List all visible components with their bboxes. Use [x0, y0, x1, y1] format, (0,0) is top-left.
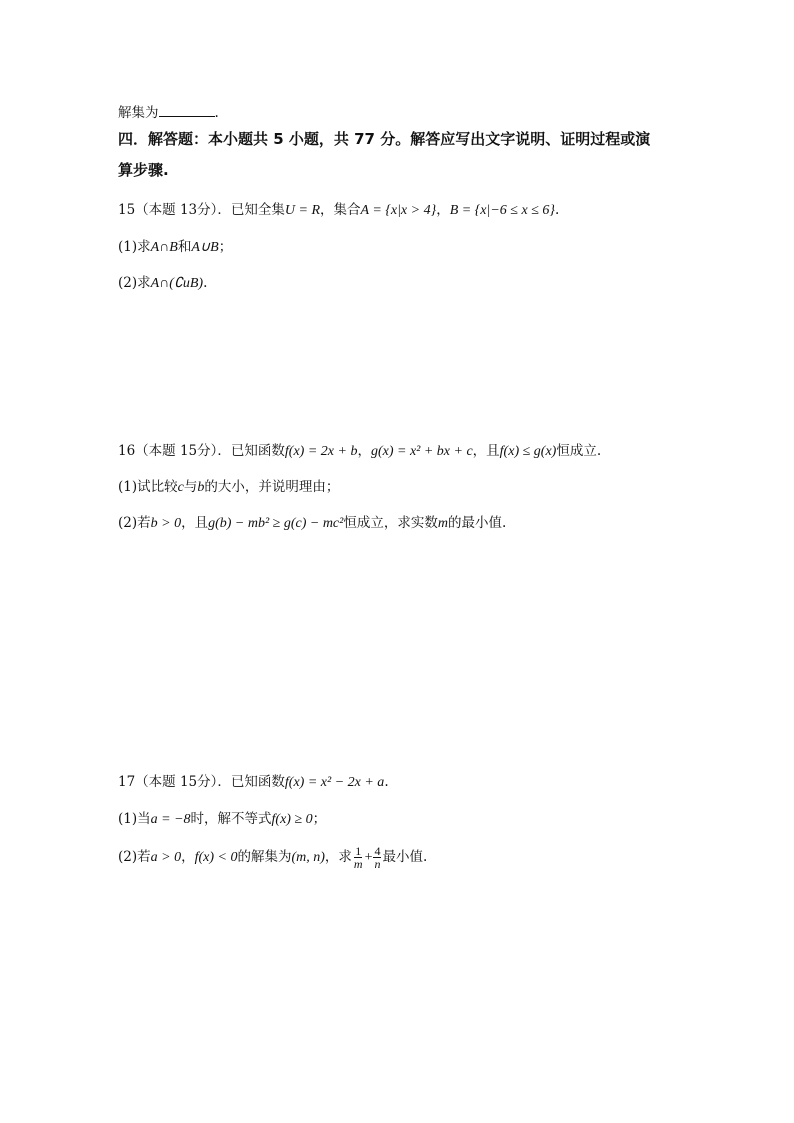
q17-stem-text: 17（本题 15分）．已知函数 [118, 774, 285, 790]
q16-part2-end: 的最小值. [447, 515, 507, 531]
q15-part1-label: (1)求 [118, 239, 151, 255]
q16-part1-end: 的大小，并说明理由； [204, 479, 340, 495]
frac2-denominator: n [374, 857, 381, 871]
q16-f-def: f(x) = 2x + b [284, 444, 358, 459]
q17-stem-end: . [384, 774, 389, 790]
q16-inequality: f(x) ≤ g(x) [499, 444, 557, 459]
q15-part2-label: (2)求 [118, 275, 151, 291]
q16-part2 [118, 513, 506, 534]
frac1-numerator: 1 [355, 844, 362, 858]
q15-stem-text: 15（本题 13分）．已知全集 [118, 202, 285, 218]
answer-prompt: 解集为 [118, 105, 159, 121]
answer-blank [159, 104, 215, 117]
q16-stem-text: 16（本题 15分）．已知函数 [118, 443, 285, 459]
q16-var-c: c [177, 480, 184, 495]
q16-part2-inequality: g(b) − mb² ≥ g(c) − mc² [208, 516, 344, 531]
q15-part2 [118, 273, 207, 294]
q17-part2-mid2: ，求 [324, 849, 352, 865]
q15-union: A∪B [191, 240, 219, 255]
q17-part2-condition: a > 0 [150, 850, 182, 865]
q17-part1-mid: 时，解不等式 [190, 811, 272, 827]
section-heading-line2: 算步骤. [118, 161, 169, 179]
section-heading-line1: 四．解答题：本小题共 5 小题，共 77 分。解答应写出文字说明、证明过程或演 [118, 130, 651, 148]
q16-part1-label: (1)试比较 [118, 479, 178, 495]
q16-var-m: m [437, 516, 448, 531]
q17-part2-sep: ， [181, 849, 195, 865]
q17-part1 [118, 809, 326, 830]
q17-part2-mid: 的解集为 [237, 849, 292, 865]
q16-part1 [118, 477, 339, 498]
q16-mid: ，且 [472, 443, 500, 459]
q15-stem-end: . [554, 202, 560, 218]
q15-stem [118, 200, 559, 221]
q16-part2-mid2: 恒成立，求实数 [343, 515, 438, 531]
q15-part2-end: . [203, 275, 208, 291]
q17-part2-label: (2)若 [118, 849, 151, 865]
q15-stem-sep: ， [436, 202, 450, 218]
q15-part1 [118, 237, 232, 258]
q17-part2 [118, 842, 427, 872]
frac1-denominator: m [353, 857, 363, 871]
q16-stem [118, 441, 601, 462]
q17-part1-label: (1)当 [118, 811, 151, 827]
q17-fraction-1-over-m [353, 845, 364, 870]
q15-part1-end: ； [218, 239, 233, 255]
q15-intersection: A∩B [150, 240, 178, 255]
q17-solution-set: (m, n) [291, 850, 325, 865]
q16-sep: ， [357, 443, 371, 459]
q16-var-b: b [197, 480, 205, 495]
q15-complement-expr: A∩(∁uB) [150, 276, 204, 291]
q15-universal-set: U = R [284, 203, 321, 218]
q17-condition: a = −8 [150, 812, 191, 827]
q15-stem-mid: ，集合 [320, 202, 361, 218]
q17-part1-end: ； [312, 811, 327, 827]
previous-question-tail [118, 103, 219, 123]
q17-fraction-4-over-n [373, 845, 381, 870]
q17-part2-inequality: f(x) < 0 [194, 850, 238, 865]
q16-with: 与 [183, 479, 198, 495]
q16-condition: b > 0 [150, 516, 182, 531]
q17-f-def: f(x) = x² − 2x + a [284, 775, 385, 790]
q17-inequality: f(x) ≥ 0 [271, 812, 313, 827]
q16-part2-label: (2)若 [118, 515, 151, 531]
q15-and: 和 [177, 239, 192, 255]
frac2-numerator: 4 [374, 844, 381, 858]
q16-g-def: g(x) = x² + bx + c [370, 444, 473, 459]
q16-stem-end: 恒成立. [556, 443, 602, 459]
plus-sign: + [364, 850, 373, 865]
q15-set-a: A = {x|x > 4} [360, 203, 437, 218]
q15-set-b: B = {x|−6 ≤ x ≤ 6} [449, 203, 555, 218]
answer-blank-period: . [214, 105, 219, 121]
q17-stem [118, 772, 389, 793]
q16-part2-mid: ，且 [181, 515, 209, 531]
q17-part2-end: 最小值. [382, 849, 428, 865]
